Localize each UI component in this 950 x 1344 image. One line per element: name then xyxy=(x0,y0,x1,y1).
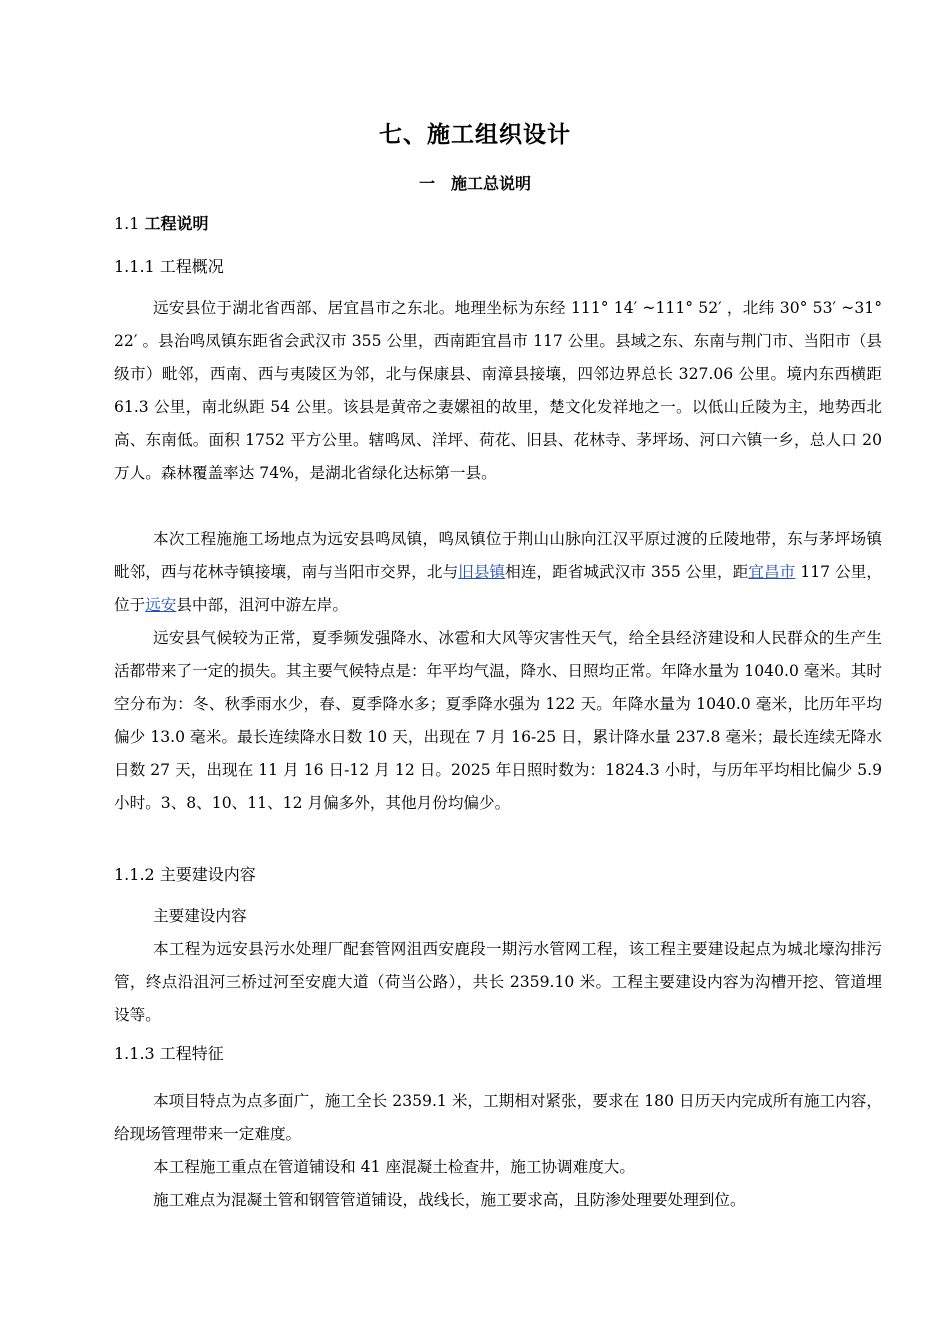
paragraph-main-content: 本工程为远安县污水处理厂配套管网沮西安鹿段一期污水管网工程，该工程主要建设起点为城北壕沟排污管，终点沿沮河三桥过河至安鹿大道（荷当公路），共长 2359.10 米。工程主要建设内容为沟槽开挖、管道埋设等。 xyxy=(114,940,882,1024)
paragraph-key-points: 本工程施工重点在管道铺设和 41 座混凝土检查井，施工协调难度大。 xyxy=(153,1158,635,1176)
paragraph-overview: 远安县位于湖北省西部、居宜昌市之东北。地理坐标为东经 111° 14′ ~111° 52′ ，北纬 30° 53′ ~31° 22′ 。县治鸣凤镇东距省会武汉市 355 公里，西南距宜昌市 117 公里。县域之东、东南与荆门市、当阳市（县级市）毗邻，西南、西与夷陵区为邻，北与保康县、南漳县接壤，四邻边界总长 327.06 公里。境内东西横距 61.3 公里，南北纵距 54 公里。该县是黄帝之妻嫘祖的故里，楚文化发祥地之一。以低山丘陵为主，地势西北高、东南低。面积 1752 平方公里。辖鸣凤、洋坪、荷花、旧县、花林寺、茅坪场、河口六镇一乡，总人口 20 万人。森林覆盖率达 74%，是湖北省绿化达标第一县。 xyxy=(114,299,882,482)
chapter-title: 七、施工组织设计 xyxy=(379,122,571,148)
paragraph-difficulties: 施工难点为混凝土管和钢管管道铺设，战线长，施工要求高，且防渗处理要处理到位。 xyxy=(153,1191,746,1209)
section-title: 一 施工总说明 xyxy=(418,174,531,193)
heading-1-1-number: 1.1 xyxy=(114,214,145,233)
heading-1-1-3: 1.1.3 工程特征 xyxy=(114,1044,224,1063)
site-text-c: 117 公里，位于 xyxy=(114,563,882,614)
link-yichang-city[interactable]: 宜昌市 xyxy=(748,563,796,581)
heading-1-1-text: 工程说明 xyxy=(144,214,209,233)
paragraph-site xyxy=(114,523,882,622)
link-jiuxian-town[interactable]: 旧县镇 xyxy=(458,563,506,581)
link-yuanan[interactable]: 远安 xyxy=(145,596,177,614)
heading-1-1-2: 1.1.2 主要建设内容 xyxy=(114,865,256,884)
heading-1-1 xyxy=(114,213,209,235)
heading-1-1-1: 1.1.1 工程概况 xyxy=(114,257,224,276)
paragraph-climate: 远安县气候较为正常，夏季频发强降水、冰雹和大风等灾害性天气，给全县经济建设和人民群众的生产生活都带来了一定的损失。其主要气候特点是：年平均气温，降水、日照均正常。年降水量为 1040.0 毫米。其时空分布为：冬、秋季雨水少，春、夏季降水多；夏季降水强为 122 天。年降水量为 1040.0 毫米，比历年平均偏少 13.0 毫米。最长连续降水日数 10 天，出现在 7 月 16-25 日，累计降水量 237.8 毫米；最长连续无降水日数 27 天，出现在 11 月 16 日-12 月 12 日。2025 年日照时数为：1824.3 小时，与历年平均相比偏少 5.9 小时。3、8、10、11、12 月偏多外，其他月份均偏少。 xyxy=(114,629,882,812)
paragraph-main-content-label: 主要建设内容 xyxy=(153,907,247,925)
site-text-a: 本次工程施施工场地点为远安县鸣凤镇，鸣凤镇位于荆山山脉向江汉平原过渡的丘陵地带，东与茅坪场镇毗邻，西与花林寺镇接壤，南与当阳市交界，北与 xyxy=(114,530,882,581)
site-text-b: 相连，距省城武汉市 355 公里，距 xyxy=(505,563,749,581)
paragraph-features: 本项目特点为点多面广，施工全长 2359.1 米，工期相对紧张，要求在 180 日历天内完成所有施工内容，给现场管理带来一定难度。 xyxy=(114,1092,882,1143)
site-text-d: 县中部，沮河中游左岸。 xyxy=(176,596,348,614)
